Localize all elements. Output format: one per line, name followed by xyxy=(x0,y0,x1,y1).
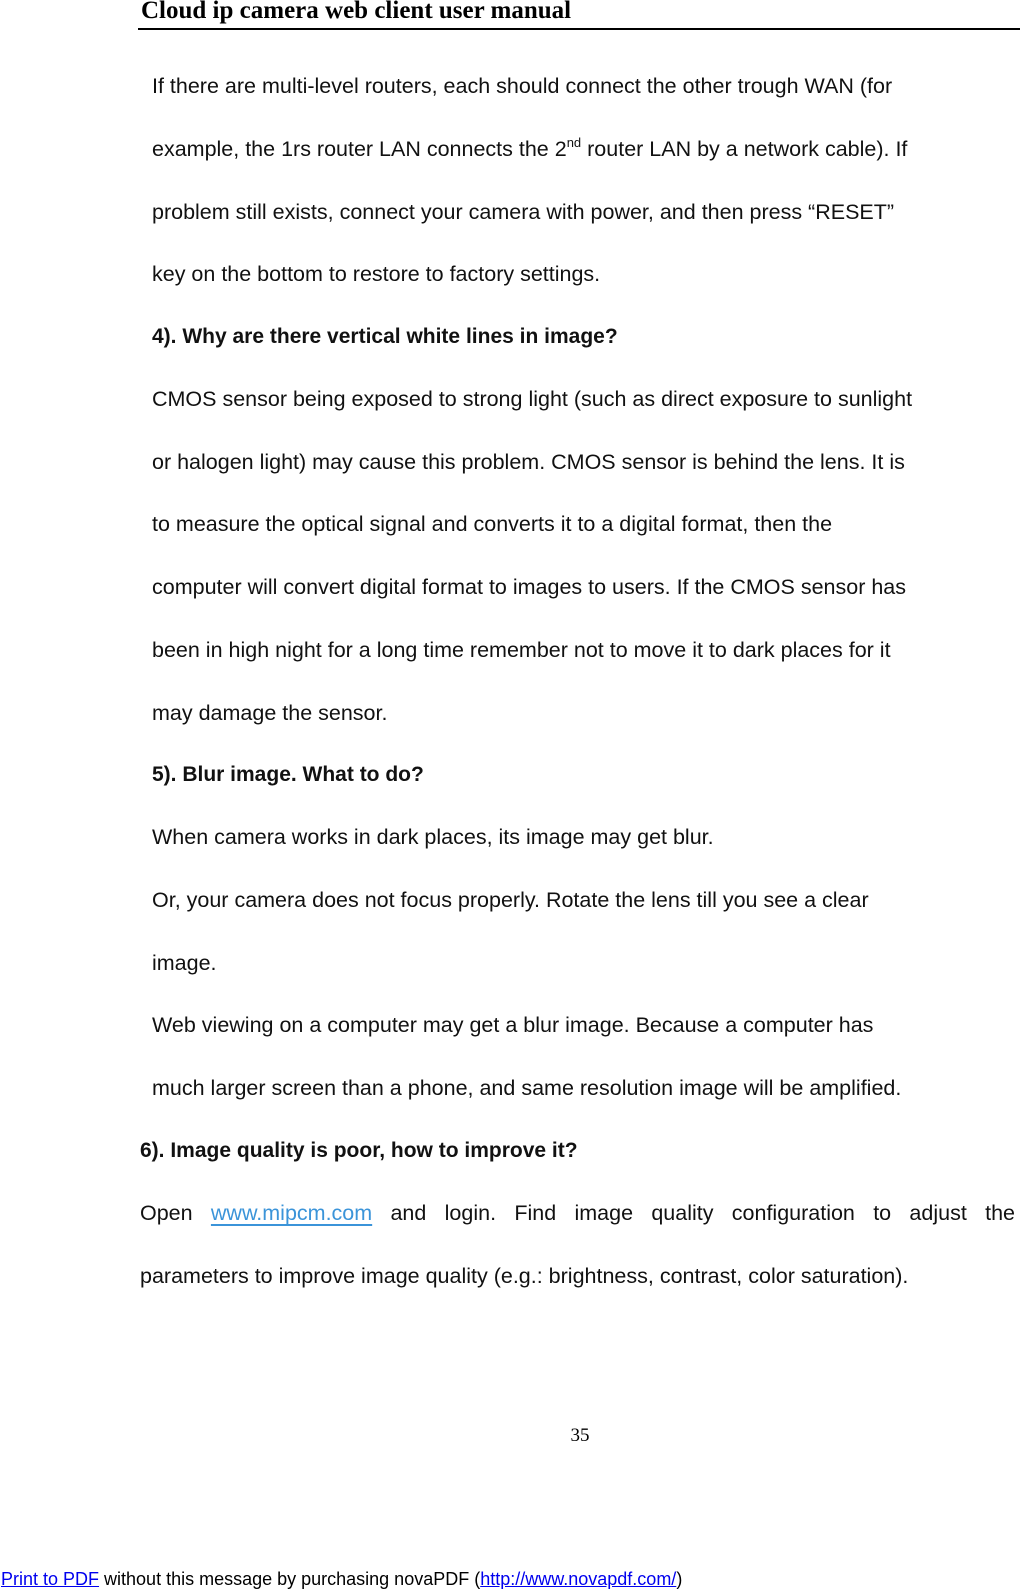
body-line: problem still exists, connect your camera with power, and then press “RESET” xyxy=(152,200,895,224)
body-line: key on the bottom to restore to factory settings. xyxy=(152,262,601,286)
body-line xyxy=(140,1198,1015,1228)
page-header xyxy=(138,0,1020,30)
print-to-pdf-link[interactable]: Print to PDF xyxy=(1,1569,100,1589)
novapdf-link[interactable]: http://www.novapdf.com/ xyxy=(480,1569,677,1589)
body-line: computer will convert digital format to images to users. If the CMOS sensor has xyxy=(152,575,906,599)
pdf-footer xyxy=(1,1569,682,1590)
body-line: CMOS sensor being exposed to strong light (such as direct exposure to sunlight xyxy=(152,387,913,411)
body-text: router LAN by a network cable). If xyxy=(581,137,908,161)
body-line: parameters to improve image quality (e.g.: brightness, contrast, color saturation). xyxy=(140,1264,909,1288)
page-number: 35 xyxy=(570,1425,590,1446)
body-text: and login. Find image quality configuration to adjust the xyxy=(372,1201,1015,1225)
header-title: Cloud ip camera web client user manual xyxy=(141,0,572,24)
body-line: If there are multi-level routers, each should connect the other trough WAN (for xyxy=(152,74,893,98)
footer-text: without this message by purchasing novaPDF ( xyxy=(99,1569,481,1589)
body-line xyxy=(152,134,907,164)
body-text: example, the 1rs router LAN connects the 2 xyxy=(152,137,567,161)
body-line: much larger screen than a phone, and same resolution image will be amplified. xyxy=(152,1076,902,1100)
mipcm-link[interactable]: www.mipcm.com xyxy=(210,1201,373,1225)
section-heading-6: 6). Image quality is poor, how to improve it? xyxy=(140,1139,578,1162)
body-text: Open xyxy=(140,1201,211,1225)
section-heading-5: 5). Blur image. What to do? xyxy=(152,763,424,786)
ordinal-suffix: nd xyxy=(566,135,582,150)
body-line: When camera works in dark places, its image may get blur. xyxy=(152,825,714,849)
footer-text-end: ) xyxy=(676,1569,683,1589)
body-line: Web viewing on a computer may get a blur image. Because a computer has xyxy=(152,1013,874,1037)
body-line: to measure the optical signal and converts it to a digital format, then the xyxy=(152,512,833,536)
section-heading-4: 4). Why are there vertical white lines in image? xyxy=(152,325,618,348)
body-line: or halogen light) may cause this problem. CMOS sensor is behind the lens. It is xyxy=(152,450,905,474)
body-line: may damage the sensor. xyxy=(152,701,388,725)
body-line: been in high night for a long time remember not to move it to dark places for it xyxy=(152,638,891,662)
body-line: image. xyxy=(152,951,217,975)
body-line: Or, your camera does not focus properly. Rotate the lens till you see a clear xyxy=(152,888,869,912)
